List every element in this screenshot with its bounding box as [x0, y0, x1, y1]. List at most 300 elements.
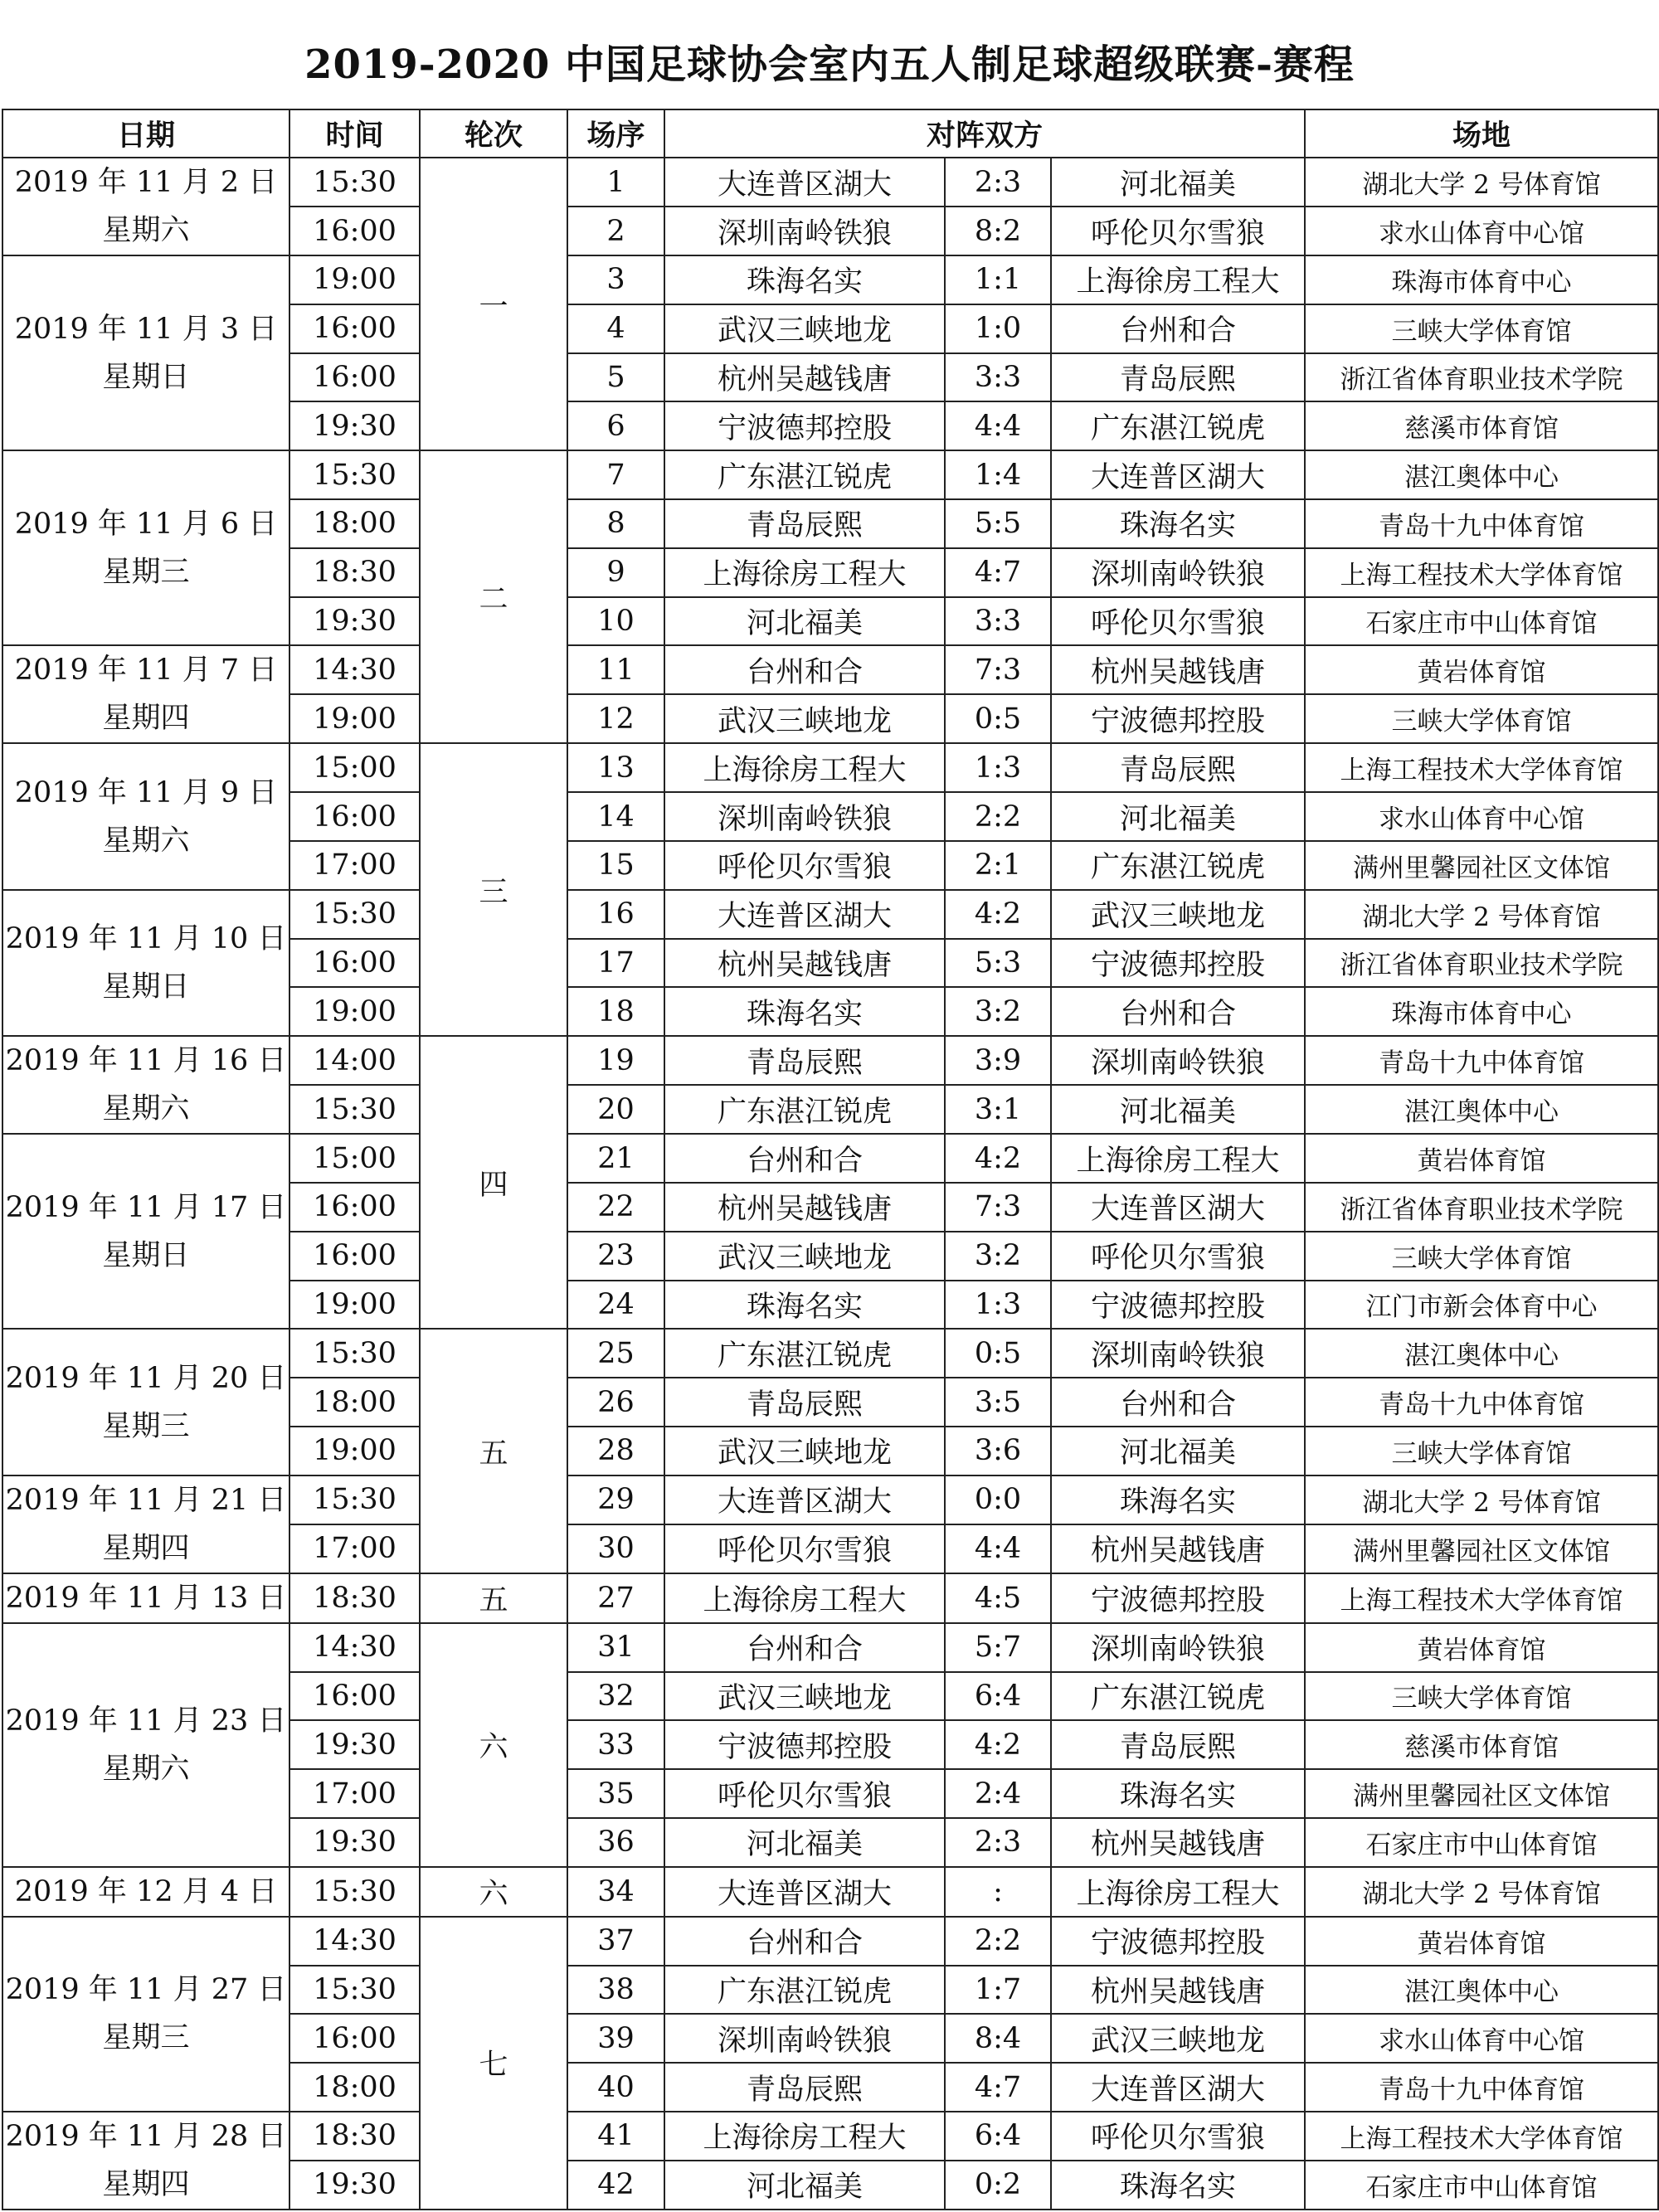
match-no-cell: 30: [567, 1524, 664, 1573]
table-row: [2, 1623, 1658, 1672]
table-row: [2, 1036, 1658, 1085]
time-cell: 18:30: [289, 2112, 420, 2161]
header-match-no: 场序: [567, 109, 664, 158]
score-cell: 1:3: [945, 1281, 1051, 1330]
time-cell: 17:00: [289, 1524, 420, 1573]
match-no-cell: 36: [567, 1818, 664, 1867]
match-no-cell: 41: [567, 2112, 664, 2161]
table-row: [2, 645, 1658, 694]
time-cell: 15:30: [289, 1966, 420, 2015]
venue-cell: 浙江省体育职业技术学院: [1305, 1183, 1658, 1232]
venue-cell: 上海工程技术大学体育馆: [1305, 548, 1658, 597]
weekday-text: 星期六: [102, 824, 190, 858]
weekday-text: 星期四: [102, 2167, 190, 2201]
score-cell: 5:3: [945, 939, 1051, 988]
match-no-cell: 3: [567, 255, 664, 304]
home-team-cell: 珠海名实: [664, 255, 945, 304]
score-cell: 5:7: [945, 1623, 1051, 1672]
date-cell: [2, 890, 289, 1036]
date-cell: [2, 1329, 289, 1475]
score-cell: 4:7: [945, 548, 1051, 597]
date-text: 2019 年 11 月 17 日: [5, 1190, 287, 1224]
date-cell: [2, 1036, 289, 1134]
venue-cell: 青岛十九中体育馆: [1305, 2063, 1658, 2112]
score-cell: 6:4: [945, 1672, 1051, 1721]
away-team-cell: 杭州吴越钱唐: [1051, 645, 1305, 694]
venue-cell: 湖北大学 2 号体育馆: [1305, 890, 1658, 939]
time-cell: 15:30: [289, 1867, 420, 1917]
venue-cell: 黄岩体育馆: [1305, 645, 1658, 694]
match-no-cell: 37: [567, 1917, 664, 1966]
time-cell: 19:00: [289, 255, 420, 304]
time-cell: 14:30: [289, 645, 420, 694]
venue-cell: 青岛十九中体育馆: [1305, 499, 1658, 548]
match-no-cell: 32: [567, 1672, 664, 1721]
venue-cell: 浙江省体育职业技术学院: [1305, 353, 1658, 402]
away-team-cell: 河北福美: [1051, 158, 1305, 207]
weekday-text: 星期六: [102, 1092, 190, 1126]
time-cell: 19:30: [289, 2161, 420, 2210]
match-no-cell: 17: [567, 939, 664, 988]
score-cell: 3:5: [945, 1378, 1051, 1427]
venue-cell: 三峡大学体育馆: [1305, 1427, 1658, 1475]
match-no-cell: 7: [567, 450, 664, 499]
match-no-cell: 27: [567, 1573, 664, 1623]
away-team-cell: 广东湛江锐虎: [1051, 401, 1305, 450]
away-team-cell: 上海徐房工程大: [1051, 1134, 1305, 1183]
home-team-cell: 深圳南岭铁狼: [664, 207, 945, 255]
match-no-cell: 40: [567, 2063, 664, 2112]
date-text: 2019 年 11 月 27 日: [5, 1973, 287, 2007]
venue-cell: 石家庄市中山体育馆: [1305, 2161, 1658, 2210]
time-cell: 16:00: [289, 304, 420, 353]
home-team-cell: 呼伦贝尔雪狼: [664, 1769, 945, 1818]
venue-cell: 三峡大学体育馆: [1305, 694, 1658, 743]
match-no-cell: 15: [567, 841, 664, 890]
score-cell: 5:5: [945, 499, 1051, 548]
away-team-cell: 呼伦贝尔雪狼: [1051, 2112, 1305, 2161]
home-team-cell: 广东湛江锐虎: [664, 1085, 945, 1134]
weekday-text: 星期六: [102, 1752, 190, 1786]
away-team-cell: 杭州吴越钱唐: [1051, 1818, 1305, 1867]
time-cell: 15:30: [289, 1475, 420, 1524]
time-cell: 16:00: [289, 792, 420, 841]
match-no-cell: 22: [567, 1183, 664, 1232]
table-row: [2, 1329, 1658, 1378]
match-no-cell: 29: [567, 1475, 664, 1524]
round-cell: 二: [420, 450, 567, 743]
away-team-cell: 宁波德邦控股: [1051, 1917, 1305, 1966]
round-cell: 一: [420, 158, 567, 450]
away-team-cell: 河北福美: [1051, 792, 1305, 841]
away-team-cell: 青岛辰熙: [1051, 1720, 1305, 1769]
home-team-cell: 武汉三峡地龙: [664, 1232, 945, 1281]
venue-cell: 黄岩体育馆: [1305, 1623, 1658, 1672]
date-text: 2019 年 11 月 23 日: [5, 1704, 287, 1738]
time-cell: 19:00: [289, 987, 420, 1036]
round-cell: 六: [420, 1867, 567, 1917]
match-no-cell: 13: [567, 743, 664, 792]
home-team-cell: 呼伦贝尔雪狼: [664, 1524, 945, 1573]
match-no-cell: 33: [567, 1720, 664, 1769]
match-no-cell: 25: [567, 1329, 664, 1378]
time-cell: 16:00: [289, 939, 420, 988]
home-team-cell: 广东湛江锐虎: [664, 1966, 945, 2015]
time-cell: 16:00: [289, 207, 420, 255]
time-cell: 16:00: [289, 1232, 420, 1281]
match-no-cell: 39: [567, 2014, 664, 2063]
score-cell: 2:1: [945, 841, 1051, 890]
score-cell: 4:5: [945, 1573, 1051, 1623]
table-row: [2, 1475, 1658, 1524]
venue-cell: 湖北大学 2 号体育馆: [1305, 1475, 1658, 1524]
match-no-cell: 4: [567, 304, 664, 353]
table-row: [2, 158, 1658, 207]
away-team-cell: 广东湛江锐虎: [1051, 841, 1305, 890]
home-team-cell: 青岛辰熙: [664, 2063, 945, 2112]
away-team-cell: 珠海名实: [1051, 1769, 1305, 1818]
score-cell: 0:2: [945, 2161, 1051, 2210]
match-no-cell: 28: [567, 1427, 664, 1475]
venue-cell: 浙江省体育职业技术学院: [1305, 939, 1658, 988]
match-no-cell: 5: [567, 353, 664, 402]
header-date: 日期: [2, 109, 289, 158]
time-cell: 19:00: [289, 694, 420, 743]
match-no-cell: 12: [567, 694, 664, 743]
home-team-cell: 广东湛江锐虎: [664, 1329, 945, 1378]
time-cell: 15:30: [289, 1329, 420, 1378]
time-cell: 18:00: [289, 499, 420, 548]
weekday-text: 星期四: [102, 702, 190, 736]
venue-cell: 满州里馨园社区文体馆: [1305, 1769, 1658, 1818]
score-cell: 4:7: [945, 2063, 1051, 2112]
table-row: [2, 255, 1658, 304]
table-row: [2, 1867, 1658, 1917]
away-team-cell: 深圳南岭铁狼: [1051, 548, 1305, 597]
match-no-cell: 6: [567, 401, 664, 450]
score-cell: 4:2: [945, 1720, 1051, 1769]
date-cell: [2, 450, 289, 645]
venue-cell: 青岛十九中体育馆: [1305, 1036, 1658, 1085]
home-team-cell: 青岛辰熙: [664, 1378, 945, 1427]
home-team-cell: 台州和合: [664, 645, 945, 694]
round-cell: 七: [420, 1917, 567, 2210]
away-team-cell: 上海徐房工程大: [1051, 255, 1305, 304]
away-team-cell: 大连普区湖大: [1051, 450, 1305, 499]
time-cell: 19:30: [289, 1818, 420, 1867]
home-team-cell: 宁波德邦控股: [664, 1720, 945, 1769]
home-team-cell: 深圳南岭铁狼: [664, 2014, 945, 2063]
home-team-cell: 广东湛江锐虎: [664, 450, 945, 499]
date-cell: [2, 1573, 289, 1623]
score-cell: 2:3: [945, 158, 1051, 207]
away-team-cell: 河北福美: [1051, 1085, 1305, 1134]
away-team-cell: 宁波德邦控股: [1051, 939, 1305, 988]
home-team-cell: 大连普区湖大: [664, 1475, 945, 1524]
away-team-cell: 深圳南岭铁狼: [1051, 1329, 1305, 1378]
home-team-cell: 青岛辰熙: [664, 1036, 945, 1085]
away-team-cell: 呼伦贝尔雪狼: [1051, 207, 1305, 255]
score-cell: 3:3: [945, 597, 1051, 646]
match-no-cell: 1: [567, 158, 664, 207]
home-team-cell: 青岛辰熙: [664, 499, 945, 548]
time-cell: 18:30: [289, 548, 420, 597]
venue-cell: 上海工程技术大学体育馆: [1305, 2112, 1658, 2161]
score-cell: 0:5: [945, 1329, 1051, 1378]
weekday-text: 星期三: [102, 555, 190, 589]
away-team-cell: 河北福美: [1051, 1427, 1305, 1475]
table-row: [2, 890, 1658, 939]
match-no-cell: 9: [567, 548, 664, 597]
match-no-cell: 35: [567, 1769, 664, 1818]
date-cell: [2, 743, 289, 889]
weekday-text: 星期日: [102, 970, 190, 1004]
venue-cell: 湛江奥体中心: [1305, 1085, 1658, 1134]
weekday-text: 星期四: [102, 1531, 190, 1565]
round-cell: 六: [420, 1623, 567, 1867]
score-cell: 4:4: [945, 401, 1051, 450]
venue-cell: 慈溪市体育馆: [1305, 1720, 1658, 1769]
round-cell: 四: [420, 1036, 567, 1329]
match-no-cell: 20: [567, 1085, 664, 1134]
score-cell: 8:2: [945, 207, 1051, 255]
score-cell: 0:5: [945, 694, 1051, 743]
schedule-table: [2, 109, 1659, 2210]
time-cell: 18:30: [289, 1573, 420, 1623]
time-cell: 16:00: [289, 2014, 420, 2063]
match-no-cell: 38: [567, 1966, 664, 2015]
home-team-cell: 珠海名实: [664, 1281, 945, 1330]
score-cell: 8:4: [945, 2014, 1051, 2063]
date-cell: [2, 1623, 289, 1867]
venue-cell: 慈溪市体育馆: [1305, 401, 1658, 450]
match-no-cell: 21: [567, 1134, 664, 1183]
home-team-cell: 珠海名实: [664, 987, 945, 1036]
time-cell: 16:00: [289, 1672, 420, 1721]
weekday-text: 星期三: [102, 1409, 190, 1443]
date-text: 2019 年 11 月 20 日: [5, 1361, 287, 1395]
weekday-text: 星期日: [102, 1238, 190, 1272]
score-cell: 3:2: [945, 1232, 1051, 1281]
round-cell: 五: [420, 1573, 567, 1623]
score-cell: 2:3: [945, 1818, 1051, 1867]
match-no-cell: 18: [567, 987, 664, 1036]
away-team-cell: 杭州吴越钱唐: [1051, 1966, 1305, 2015]
venue-cell: 江门市新会体育中心: [1305, 1281, 1658, 1330]
away-team-cell: 宁波德邦控股: [1051, 694, 1305, 743]
date-text: 2019 年 11 月 2 日: [14, 166, 278, 199]
time-cell: 19:30: [289, 401, 420, 450]
score-cell: 7:3: [945, 645, 1051, 694]
time-cell: 19:00: [289, 1281, 420, 1330]
date-cell: [2, 1917, 289, 2112]
venue-cell: 上海工程技术大学体育馆: [1305, 1573, 1658, 1623]
time-cell: 15:30: [289, 158, 420, 207]
away-team-cell: 珠海名实: [1051, 1475, 1305, 1524]
time-cell: 18:00: [289, 1378, 420, 1427]
away-team-cell: 大连普区湖大: [1051, 2063, 1305, 2112]
table-row: [2, 1917, 1658, 1966]
time-cell: 18:00: [289, 2063, 420, 2112]
match-no-cell: 26: [567, 1378, 664, 1427]
home-team-cell: 大连普区湖大: [664, 890, 945, 939]
score-cell: 4:2: [945, 890, 1051, 939]
score-cell: 3:3: [945, 353, 1051, 402]
home-team-cell: 武汉三峡地龙: [664, 304, 945, 353]
page-title: 2019-2020 中国足球协会室内五人制足球超级联赛-赛程: [304, 41, 1355, 88]
away-team-cell: 广东湛江锐虎: [1051, 1672, 1305, 1721]
home-team-cell: 河北福美: [664, 597, 945, 646]
venue-cell: 湛江奥体中心: [1305, 1329, 1658, 1378]
score-cell: 6:4: [945, 2112, 1051, 2161]
score-cell: 3:9: [945, 1036, 1051, 1085]
date-text: 2019 年 11 月 3 日: [14, 312, 278, 346]
date-text: 2019 年 11 月 16 日: [5, 1044, 287, 1078]
match-no-cell: 42: [567, 2161, 664, 2210]
match-no-cell: 23: [567, 1232, 664, 1281]
home-team-cell: 台州和合: [664, 1917, 945, 1966]
venue-cell: 湛江奥体中心: [1305, 450, 1658, 499]
venue-cell: 青岛十九中体育馆: [1305, 1378, 1658, 1427]
round-cell: 三: [420, 743, 567, 1036]
table-row: [2, 1134, 1658, 1183]
venue-cell: 黄岩体育馆: [1305, 1917, 1658, 1966]
venue-cell: 三峡大学体育馆: [1305, 1672, 1658, 1721]
time-cell: 15:30: [289, 1085, 420, 1134]
score-cell: 0:0: [945, 1475, 1051, 1524]
home-team-cell: 上海徐房工程大: [664, 548, 945, 597]
time-cell: 14:00: [289, 1036, 420, 1085]
score-cell: 3:1: [945, 1085, 1051, 1134]
match-no-cell: 34: [567, 1867, 664, 1917]
date-text: 2019 年 11 月 9 日: [14, 775, 278, 809]
time-cell: 14:30: [289, 1917, 420, 1966]
away-team-cell: 宁波德邦控股: [1051, 1281, 1305, 1330]
time-cell: 14:30: [289, 1623, 420, 1672]
date-cell: [2, 1867, 289, 1917]
home-team-cell: 河北福美: [664, 2161, 945, 2210]
home-team-cell: 上海徐房工程大: [664, 2112, 945, 2161]
match-no-cell: 10: [567, 597, 664, 646]
venue-cell: 石家庄市中山体育馆: [1305, 597, 1658, 646]
schedule-body: [2, 158, 1658, 2210]
date-text: 2019 年 11 月 28 日: [5, 2119, 287, 2153]
match-no-cell: 24: [567, 1281, 664, 1330]
venue-cell: 三峡大学体育馆: [1305, 1232, 1658, 1281]
away-team-cell: 呼伦贝尔雪狼: [1051, 1232, 1305, 1281]
home-team-cell: 台州和合: [664, 1134, 945, 1183]
match-no-cell: 16: [567, 890, 664, 939]
away-team-cell: 青岛辰熙: [1051, 743, 1305, 792]
score-cell: 2:4: [945, 1769, 1051, 1818]
date-text: 2019 年 11 月 7 日: [14, 654, 278, 688]
venue-cell: 求水山体育中心馆: [1305, 207, 1658, 255]
header-venue: 场地: [1305, 109, 1658, 158]
weekday-text: 星期日: [102, 360, 190, 394]
home-team-cell: 杭州吴越钱唐: [664, 353, 945, 402]
home-team-cell: 大连普区湖大: [664, 1867, 945, 1917]
away-team-cell: 深圳南岭铁狼: [1051, 1036, 1305, 1085]
header-round: 轮次: [420, 109, 567, 158]
date-text: 2019 年 11 月 13 日: [5, 1581, 287, 1615]
score-cell: 3:2: [945, 987, 1051, 1036]
away-team-cell: 上海徐房工程大: [1051, 1867, 1305, 1917]
match-no-cell: 11: [567, 645, 664, 694]
home-team-cell: 上海徐房工程大: [664, 1573, 945, 1623]
venue-cell: 黄岩体育馆: [1305, 1134, 1658, 1183]
score-cell: :: [945, 1867, 1051, 1917]
score-cell: 1:7: [945, 1966, 1051, 2015]
home-team-cell: 武汉三峡地龙: [664, 1427, 945, 1475]
date-text: 2019 年 11 月 10 日: [5, 921, 287, 955]
away-team-cell: 杭州吴越钱唐: [1051, 1524, 1305, 1573]
home-team-cell: 武汉三峡地龙: [664, 694, 945, 743]
score-cell: 1:1: [945, 255, 1051, 304]
header-matchup: 对阵双方: [664, 109, 1305, 158]
match-no-cell: 2: [567, 207, 664, 255]
table-row: [2, 2112, 1658, 2161]
away-team-cell: 台州和合: [1051, 987, 1305, 1036]
away-team-cell: 大连普区湖大: [1051, 1183, 1305, 1232]
home-team-cell: 上海徐房工程大: [664, 743, 945, 792]
venue-cell: 珠海市体育中心: [1305, 987, 1658, 1036]
time-cell: 17:00: [289, 1769, 420, 1818]
table-row: [2, 450, 1658, 499]
time-cell: 16:00: [289, 1183, 420, 1232]
time-cell: 15:30: [289, 450, 420, 499]
home-team-cell: 杭州吴越钱唐: [664, 1183, 945, 1232]
header-row: [2, 109, 1658, 158]
match-no-cell: 31: [567, 1623, 664, 1672]
score-cell: 4:4: [945, 1524, 1051, 1573]
match-no-cell: 19: [567, 1036, 664, 1085]
time-cell: 16:00: [289, 353, 420, 402]
weekday-text: 星期六: [102, 214, 190, 247]
match-no-cell: 8: [567, 499, 664, 548]
score-cell: 4:2: [945, 1134, 1051, 1183]
score-cell: 1:4: [945, 450, 1051, 499]
weekday-text: 星期三: [102, 2021, 190, 2055]
home-team-cell: 大连普区湖大: [664, 158, 945, 207]
table-row: [2, 1573, 1658, 1623]
away-team-cell: 台州和合: [1051, 304, 1305, 353]
venue-cell: 求水山体育中心馆: [1305, 2014, 1658, 2063]
away-team-cell: 青岛辰熙: [1051, 353, 1305, 402]
header-time: 时间: [289, 109, 420, 158]
time-cell: 15:00: [289, 743, 420, 792]
away-team-cell: 宁波德邦控股: [1051, 1573, 1305, 1623]
home-team-cell: 深圳南岭铁狼: [664, 792, 945, 841]
venue-cell: 湛江奥体中心: [1305, 1966, 1658, 2015]
date-cell: [2, 255, 289, 450]
date-cell: [2, 2112, 289, 2210]
time-cell: 15:30: [289, 890, 420, 939]
score-cell: 2:2: [945, 792, 1051, 841]
venue-cell: 满州里馨园社区文体馆: [1305, 1524, 1658, 1573]
home-team-cell: 呼伦贝尔雪狼: [664, 841, 945, 890]
home-team-cell: 河北福美: [664, 1818, 945, 1867]
date-cell: [2, 158, 289, 255]
away-team-cell: 珠海名实: [1051, 499, 1305, 548]
date-text: 2019 年 11 月 21 日: [5, 1483, 287, 1517]
date-text: 2019 年 12 月 4 日: [14, 1874, 278, 1908]
score-cell: 1:3: [945, 743, 1051, 792]
venue-cell: 求水山体育中心馆: [1305, 792, 1658, 841]
time-cell: 17:00: [289, 841, 420, 890]
venue-cell: 石家庄市中山体育馆: [1305, 1818, 1658, 1867]
time-cell: 19:00: [289, 1427, 420, 1475]
score-cell: 3:6: [945, 1427, 1051, 1475]
